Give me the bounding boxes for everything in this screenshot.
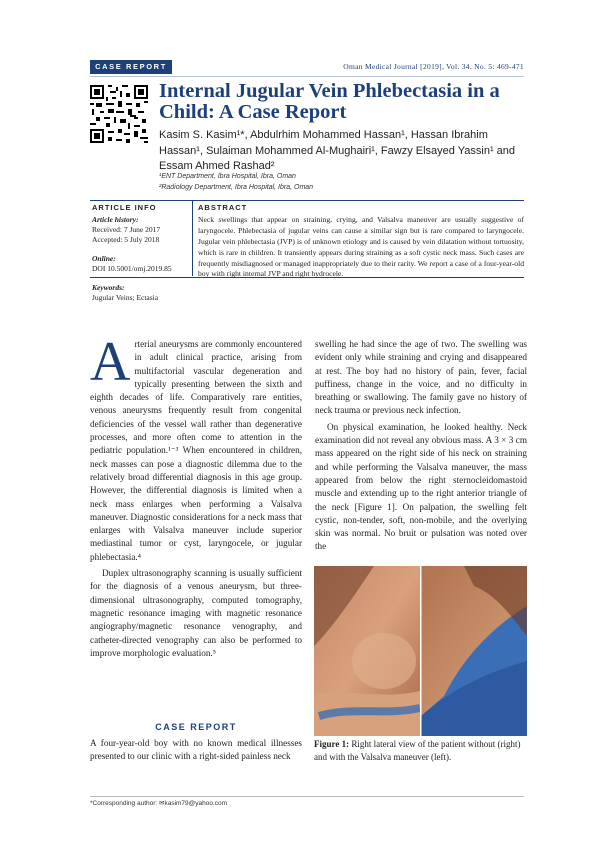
body-left-column — [90, 331, 302, 660]
author-list: Kasim S. Kasim¹*, Abdulrhim Mohammed Hassan¹, Hassan Ibrahim Hassan¹, Sulaiman Mohammed Al-Mughairi¹, Fawzy Elsayed Yassin¹ and Essam Ahmed Rashad² — [159, 129, 516, 172]
keywords-label: Keywords: — [92, 283, 125, 292]
doi: DOI 10.5001/omj.2019.85 — [92, 264, 172, 273]
article-info-heading: ARTICLE INFO — [92, 203, 157, 212]
history-label: Article history: — [92, 215, 139, 224]
figure-label: Figure 1: — [314, 739, 350, 749]
qr-code — [90, 85, 148, 143]
info-top-rule — [90, 200, 524, 201]
received-date: Received: 7 June 2017 — [92, 225, 161, 234]
article-info-panel — [92, 203, 187, 303]
figure-caption — [314, 738, 527, 763]
examination-paragraph: On physical examination, he looked healthy. Neck examination did not reveal any obvious mass. A 3 × 3 cm mass appeared on the right side of his neck on straining and while performing the Valsalva maneuver, the mass appeared from below the right sternocleidomastoid muscle and extending up to the right anterior triangle of the neck [Figure 1]. On palpation, the swelling felt cystic, non-tender, soft, non-mobile, and the overlying skin was normal. No bruit or pulsation was noted over the — [315, 421, 527, 552]
article-type-tag: CASE REPORT — [90, 60, 172, 74]
history-paragraph: swelling he had since the age of two. The swelling was evident only while straining and crying and disappeared at rest. The boy had no history of pain, fever, facial puffiness, change in the voice, and no difficulty in breathing or swallowing. The family gave no history of neck trauma or previous neck infection. — [315, 339, 527, 416]
header-divider — [90, 76, 524, 77]
ultrasonography-paragraph: Duplex ultrasonography scanning is usually sufficient for the diagnosis of a venous aneurysm, but three-dimensional ultrasonography, computed tomography, magnetic resonance imaging with magnetic resonance angiography/magnetic resonance venography, and catheter-directed venography can also be performed to improve morphologic evaluation.⁵ — [90, 568, 302, 658]
info-divider — [192, 201, 193, 276]
journal-citation: Oman Medical Journal [2019], Vol. 34, No. 5: 469-471 — [343, 62, 524, 71]
drop-cap: A — [90, 331, 131, 393]
article-title: Internal Jugular Vein Phlebectasia in a Child: A Case Report — [159, 80, 500, 123]
corresponding-author: *Corresponding author: ✉kasim79@yahoo.com — [90, 800, 228, 807]
body-right-column — [315, 338, 527, 554]
keywords: Jugular Veins; Ectasia — [92, 293, 159, 302]
affiliations — [159, 171, 313, 193]
intro-paragraph: rterial aneurysms are commonly encountered in adult clinical practice, arising from multifactorial vascular degeneration and typically presenting between the sixth and eighth decades of life. Comparatively rare entities, venous aneurysms frequently result from congenital deficiencies of the vessel wall rather than degenerative processes, and more often come to attention in the pediatric population.¹⁻³ When encountered in children, neck masses can pose a diagnostic dilemma due to the relatively broad differential diagnosis in this age group. However, the differential diagnosis is limited when a neck mass enlarges when performing a Valsalva maneuver. Diagnostic considerations for a neck mass that enlarges with Valsalva maneuver include superior mediastinal tumor or cyst, laryngocele, or jugular phlebectasia.⁴ — [90, 339, 302, 562]
figure-caption-text: Right lateral view of the patient without (right) and with the Valsalva maneuver (left). — [314, 739, 521, 762]
online-label: Online: — [92, 254, 116, 263]
patient-neck-photo — [314, 566, 527, 736]
abstract-panel — [198, 203, 524, 280]
affiliation-2: ²Radiology Department, Ibra Hospital, Ibra, Oman — [159, 184, 314, 191]
affiliation-1: ¹ENT Department, Ibra Hospital, Ibra, Oman — [159, 173, 296, 180]
accepted-date: Accepted: 5 July 2018 — [92, 235, 160, 244]
footer-divider — [90, 796, 524, 797]
case-report-heading: CASE REPORT — [155, 722, 237, 732]
abstract-heading: ABSTRACT — [198, 203, 248, 212]
case-report-paragraph: A four-year-old boy with no known medical illnesses presented to our clinic with a right-sided painless neck — [90, 738, 302, 762]
abstract-text: Neck swellings that appear on straining, crying, and Valsalva maneuver are usually suggestive of laryngocele. Phlebectasia of jugular veins can cause a similar sign but is rare compared to laryngocele. Jugular vein phlebectasia (JVP) is of unknown etiology and is caused by vein dilatation without tortuosity, which is rare in children. It transiently appears during straining as a soft cystic neck mass. Such cases are frequently misdiagnosed or managed inappropriately due to their rarity. We report a case of a four-year-old boy with right internal JVP and right hydrocele. — [198, 214, 524, 279]
